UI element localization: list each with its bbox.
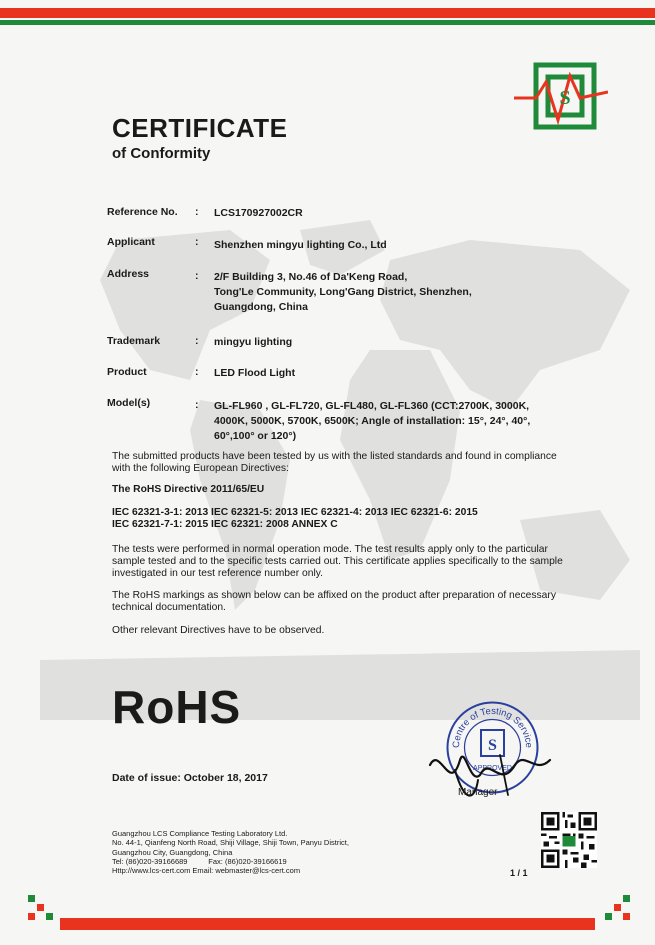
field-colon: :	[195, 270, 199, 282]
field-label: Product	[107, 366, 147, 378]
field-colon: :	[195, 366, 199, 378]
corner-dots-left	[28, 895, 60, 935]
value-line: Guangdong, China	[214, 301, 308, 313]
value-line: LCS170927002CR	[214, 207, 303, 219]
top-green-bar	[0, 20, 655, 25]
value-line: 2/F Building 3, No.46 of Da'Keng Road,	[214, 271, 408, 283]
stamp-text: Centre of Testing Service	[450, 705, 535, 749]
directive-title: The RoHS Directive 2011/65/EU	[112, 484, 265, 495]
tests-paragraph: The tests were performed in normal operation mode. The test results apply only to the particular sample tested and to the specific tests carried out. This certificate applies specifically to the sample investigated in our test reference number only.	[112, 544, 563, 579]
stamp-approved: APPROVED	[473, 765, 512, 772]
field-value	[214, 238, 554, 253]
value-line: LED Flood Light	[214, 367, 296, 379]
lcs-logo	[514, 62, 608, 130]
field-value	[214, 206, 554, 221]
footer-line: Guangzhou City, Guangdong, China	[112, 847, 233, 857]
field-label: Reference No.	[107, 206, 178, 218]
footer-line: Guangzhou LCS Compliance Testing Laboratory Ltd.	[112, 829, 288, 838]
field-label: Model(s)	[107, 397, 151, 409]
standards-line-1: IEC 62321-3-1: 2013 IEC 62321-5: 2013 IEC 62321-4: 2013 IEC 62321-6: 2015	[112, 507, 478, 518]
field-value	[214, 399, 574, 444]
field-value	[214, 270, 554, 315]
footer-line: No. 44-1, Qianfeng North Road, Shiji Village, Shiji Town, Panyu District,	[112, 838, 349, 848]
field-label: Address	[107, 268, 150, 280]
field-colon: :	[195, 206, 199, 218]
svg-text:S: S	[559, 87, 571, 109]
certificate-title: CERTIFICATE	[112, 113, 288, 143]
top-red-bar	[0, 8, 655, 18]
markings-paragraph: The RoHS markings as shown below can be affixed on the product after preparation of necessary technical documentation.	[112, 590, 556, 613]
handwritten-signature	[420, 735, 560, 810]
intro-paragraph: The submitted products have been tested by us with the listed standards and found in compliance with the following European Directives:	[112, 451, 557, 474]
value-line: Tong'Le Community, Long'Gang District, Shenzhen,	[214, 286, 472, 298]
date-of-issue: Date of issue: October 18, 2017	[112, 772, 268, 784]
standards-line-2: IEC 62321-7-1: 2015 IEC 62321: 2008 ANNEX C	[112, 519, 338, 530]
footer-line: Http://www.lcs-cert.com Email: webmaster@lcs-cert.com	[112, 866, 301, 876]
value-line: 60°,100° or 120°)	[214, 430, 297, 442]
page-number: 1 / 1	[510, 868, 528, 878]
lab-contact-footer	[112, 829, 432, 875]
svg-text:S: S	[488, 737, 497, 754]
bottom-red-bar	[60, 918, 595, 930]
value-line: mingyu lighting	[214, 336, 293, 348]
value-line: Shenzhen mingyu lighting Co., Ltd	[214, 239, 387, 251]
field-value	[214, 366, 554, 381]
value-line: GL-FL960 , GL-FL720, GL-FL480, GL-FL360 (CCT:2700K, 3000K,	[214, 400, 530, 412]
certificate-subtitle: of Conformity	[112, 145, 211, 162]
signature-role: Manager	[458, 787, 498, 798]
qr-code	[541, 812, 597, 868]
field-label: Applicant	[107, 236, 155, 248]
corner-dots-right	[605, 895, 637, 935]
field-label: Trademark	[107, 335, 161, 347]
field-value	[214, 335, 554, 350]
other-directives-paragraph: Other relevant Directives have to be observed.	[112, 625, 325, 636]
footer-line: Tel: (86)020-39166689 Fax: (86)020-39166619	[112, 856, 287, 866]
field-colon: :	[195, 399, 199, 411]
value-line: 4000K, 5000K, 5700K, 6500K; Angle of installation: 15°, 24°, 40°,	[214, 415, 531, 427]
field-colon: :	[195, 236, 199, 248]
field-colon: :	[195, 335, 199, 347]
rohs-mark: RoHS	[112, 681, 242, 733]
